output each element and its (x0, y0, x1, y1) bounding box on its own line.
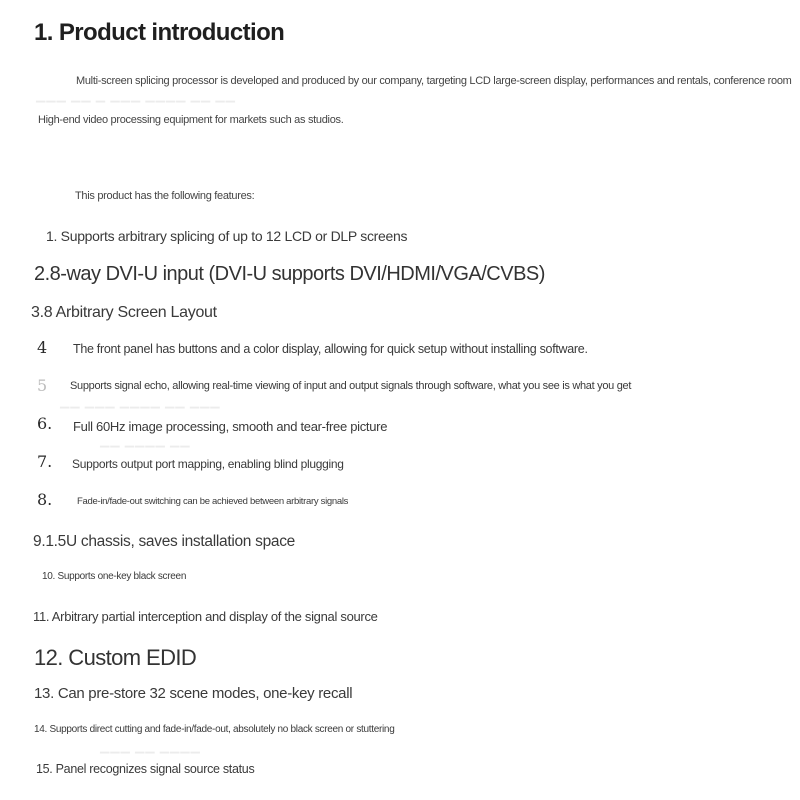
feature-item-5: Supports signal echo, allowing real-time viewing of input and output signals through software, what you see is what you get (70, 380, 632, 392)
features-intro: This product has the following features: (75, 190, 255, 202)
faded-ghost-text: ▔▔▔ ▔▔ ▔▔▔▔ (100, 752, 201, 766)
faded-ghost-text: ▔▔ ▔▔▔▔ ▔▔ (100, 446, 191, 460)
feature-number-6: 6. (37, 414, 53, 433)
feature-number-7: 7. (37, 452, 53, 471)
intro-paragraph-line-2: High-end video processing equipment for markets such as studios. (38, 114, 344, 126)
feature-item-12: 12. Custom EDID (34, 645, 197, 670)
feature-item-9: 9.1.5U chassis, saves installation space (33, 533, 295, 550)
feature-number-8: 8. (37, 490, 53, 509)
feature-number-5: 5 (37, 376, 48, 395)
feature-item-6: Full 60Hz image processing, smooth and tear-free picture (73, 419, 388, 434)
feature-item-11: 11. Arbitrary partial interception and display of the signal source (33, 609, 378, 624)
feature-item-14: 14. Supports direct cutting and fade-in/fade-out, absolutely no black screen or stuttering (34, 724, 395, 735)
feature-item-8: Fade-in/fade-out switching can be achieved between arbitrary signals (77, 496, 349, 507)
feature-item-1: 1. Supports arbitrary splicing of up to 12 LCD or DLP screens (46, 228, 408, 244)
feature-item-15: 15. Panel recognizes signal source status (36, 762, 255, 776)
feature-item-4: The front panel has buttons and a color display, allowing for quick setup without installing software. (73, 342, 588, 356)
feature-item-7: Supports output port mapping, enabling blind plugging (72, 457, 344, 471)
feature-number-4: 4 (37, 338, 48, 357)
faded-ghost-text: ▔▔ ▔▔▔ ▔▔▔▔ ▔▔ ▔▔▔ (60, 407, 221, 421)
page-title: 1. Product introduction (34, 19, 285, 46)
faded-ghost-text: ▔▔▔ ▔▔ ▔ ▔▔▔ ▔▔▔▔ ▔▔ ▔▔ (36, 101, 236, 115)
feature-item-3: 3.8 Arbitrary Screen Layout (31, 304, 217, 321)
feature-item-13: 13. Can pre-store 32 scene modes, one-key recall (34, 685, 353, 702)
feature-item-10: 10. Supports one-key black screen (42, 571, 187, 582)
feature-item-2: 2.8-way DVI-U input (DVI-U supports DVI/HDMI/VGA/CVBS) (34, 263, 545, 285)
intro-paragraph-line-1: Multi-screen splicing processor is developed and produced by our company, targeting LCD large-screen display, performances and rentals, conference room (76, 75, 792, 87)
